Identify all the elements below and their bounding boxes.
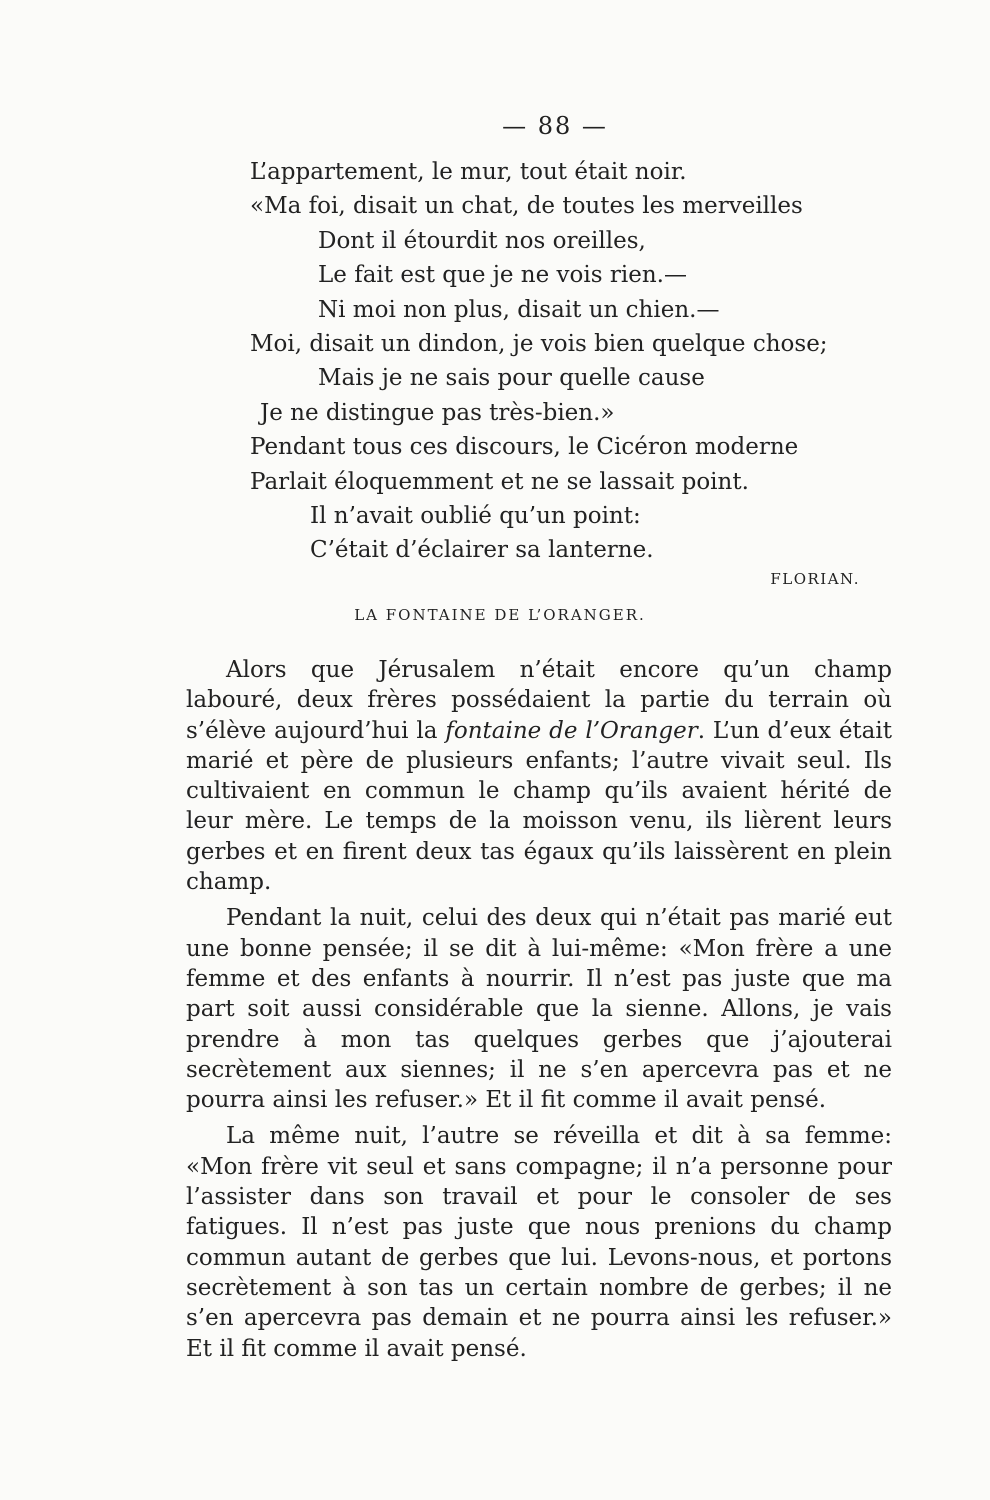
poem-block xyxy=(250,155,910,568)
section-title: LA FONTAINE DE L’ORANGER. xyxy=(354,606,646,624)
paragraph-text: Alors que Jérusalem n’était encore qu’un champ labouré, deux frères possédaient la partie du terrain où s’élève aujourd’hui la xyxy=(186,657,892,744)
poem-line: Pendant tous ces discours, le Cicéron moderne xyxy=(250,434,799,461)
poem-line: Le fait est que je ne vois rien.— xyxy=(318,262,687,289)
paragraph-3: La même nuit, l’autre se réveilla et dit à sa femme: «Mon frère vit seul et sans compagne; il n’a personne pour l’assister dans son travail et pour le consoler de ses fatigues. Il n’est pas juste que nous prenions du champ commun autant de gerbes que lui. Levons-nous, et portons secrètement à son tas un certain nombre de gerbes; il ne s’en apercevra pas demain et ne pourra ainsi les refuser.» Et il fit comme il avait pensé. xyxy=(186,1123,892,1362)
poem-line: L’appartement, le mur, tout était noir. xyxy=(250,159,687,185)
paragraph-2: Pendant la nuit, celui des deux qui n’était pas marié eut une bonne pensée; il se dit à lui-même: «Mon frère a une femme et des enfants à nourrir. Il n’est pas juste que ma part soit aussi considérable que la sienne. Allons, je vais prendre à mon tas quelques gerbes que j’ajouterai secrètement aux siennes; il ne s’en apercevra pas et ne pourra ainsi les refuser.» Et il fit comme il avait pensé. xyxy=(186,905,892,1114)
paragraph-1 xyxy=(186,655,892,897)
poem-line: C’était d’éclairer sa lanterne. xyxy=(310,537,654,564)
page-number: — 88 — xyxy=(502,112,608,140)
poem-line: Je ne distingue pas très-bien.» xyxy=(260,399,615,426)
paragraph-text: . L’un d’eux était marié et père de plusieurs enfants; l’autre vivait seul. Ils cultivaient en commun le champ qu’ils avaient hérité de leur mère. Le temps de la moisson venu, ils lièrent leurs gerbes et en firent deux tas égaux qu’ils laissèrent en plein champ. xyxy=(186,717,892,896)
poem-line: Il n’avait oublié qu’un point: xyxy=(310,503,641,530)
poem-line: Mais je ne sais pour quelle cause xyxy=(318,365,705,392)
poem-line: Moi, disait un dindon, je vois bien quelque chose; xyxy=(250,331,828,358)
poem-line: Parlait éloquemment et ne se lassait point. xyxy=(250,468,749,495)
poem-attribution: FLORIAN. xyxy=(770,570,860,588)
poem-line: Dont il étourdit nos oreilles, xyxy=(318,227,646,254)
poem-line: Ni moi non plus, disait un chien.— xyxy=(318,296,720,323)
prose-block xyxy=(186,655,892,1370)
poem-line: «Ma foi, disait un chat, de toutes les merveilles xyxy=(250,193,803,220)
italic-place-name: fontaine de l’Oranger xyxy=(445,717,698,744)
